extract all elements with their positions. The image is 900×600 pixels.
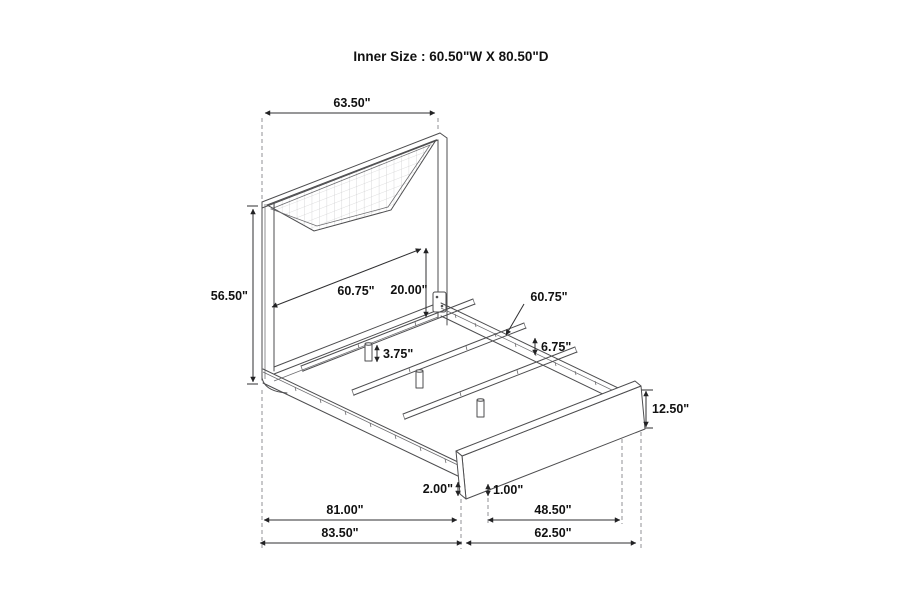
- dim-label-footboard-floor-gap: 1.00": [493, 483, 524, 497]
- dimension-left-height: [211, 209, 253, 382]
- dim-label-rail-floor-gap: 2.00": [422, 482, 453, 496]
- dimension-footboard-height: [646, 391, 689, 427]
- diagram-title: Inner Size : 60.50"W X 80.50"D: [353, 49, 549, 64]
- dimension-rail-height: [535, 338, 571, 355]
- dimension-footboard-floor-gap: [488, 483, 523, 497]
- bed-frame: [263, 299, 645, 499]
- support-leg-1: [365, 343, 372, 361]
- dim-label-bottom-overall-length: 83.50": [321, 526, 359, 540]
- dimension-rail-floor-gap: [423, 482, 458, 496]
- headboard: [262, 133, 447, 393]
- dimension-top-width: [265, 96, 435, 113]
- dimension-bottom-overall-length: [260, 526, 462, 543]
- dim-label-rail-height: 6.75": [541, 340, 572, 354]
- dimension-headboard-inner-width: [272, 249, 421, 307]
- dim-label-bottom-rail-length: 81.00": [326, 503, 364, 517]
- support-leg-3: [477, 399, 484, 417]
- support-leg-2: [416, 370, 423, 388]
- rail-bracket: [433, 292, 446, 312]
- dim-label-headboard-inner-width: 60.75": [337, 284, 375, 298]
- dim-label-footboard-height: 12.50": [652, 402, 690, 416]
- slat-1: [301, 299, 475, 372]
- footboard: [456, 381, 645, 499]
- headboard-stretcher: [274, 303, 438, 381]
- dimension-slat-length: [506, 290, 568, 335]
- dim-label-slat-length: 60.75": [530, 290, 568, 304]
- dim-label-bottom-width-inner: 48.50": [534, 503, 572, 517]
- dimension-bottom-width-overall: [466, 526, 636, 543]
- dimension-support-leg-height: [377, 345, 413, 362]
- dim-label-top-width: 63.50": [333, 96, 371, 110]
- dim-label-support-leg-height: 3.75": [383, 347, 414, 361]
- dim-label-headboard-panel-height: 20.00": [390, 283, 428, 297]
- headboard-left-leg: [262, 202, 287, 393]
- dim-label-bottom-width-overall: 62.50": [534, 526, 572, 540]
- slat-2: [352, 323, 526, 396]
- dimension-bottom-rail-length: [264, 503, 457, 520]
- quilted-panel: [267, 140, 436, 231]
- dim-label-left-height: 56.50": [210, 289, 248, 303]
- left-side-rail: [263, 369, 460, 477]
- slat-3: [403, 347, 577, 420]
- dimension-bottom-width-inner: [488, 503, 620, 520]
